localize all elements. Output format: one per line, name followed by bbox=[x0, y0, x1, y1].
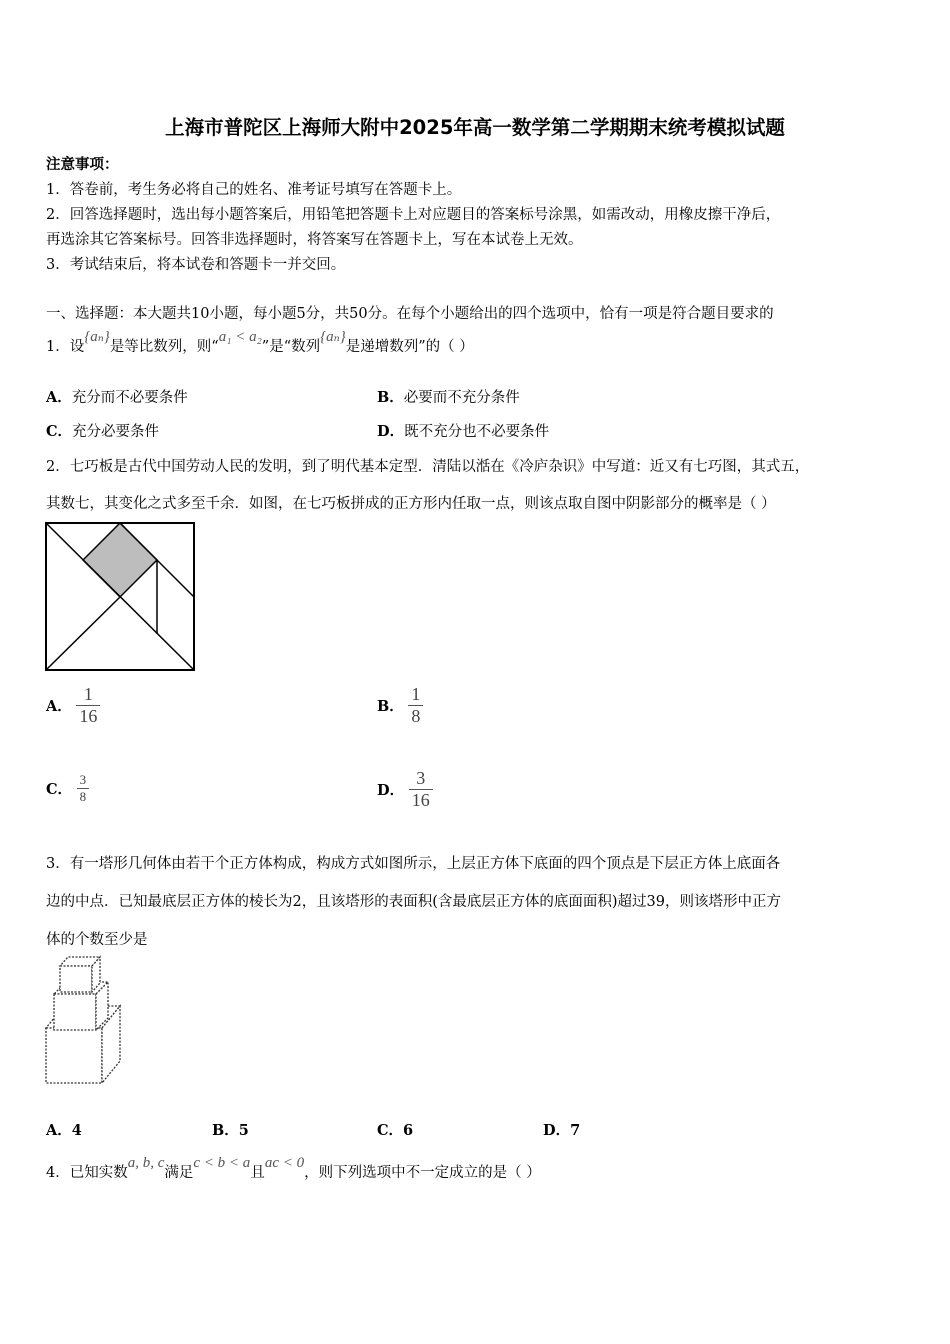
q3-option-b: B．5 bbox=[212, 1122, 249, 1139]
notes-item-2-cont: 再选涂其它答案标号。回答非选择题时，将答案写在答题卡上，写在本试卷上无效。 bbox=[46, 232, 583, 248]
q4-text-1: 满足 bbox=[164, 1165, 194, 1181]
q4-text-3: ，则下列选项中不一定成立的是（ ） bbox=[304, 1165, 541, 1181]
q3-line-3: 体的个数至少是 bbox=[46, 932, 148, 948]
q1-option-a: A．充分而不必要条件 bbox=[46, 389, 188, 406]
tangram-figure bbox=[45, 522, 195, 671]
q4-variables: a, b, c bbox=[127, 1155, 165, 1171]
q2-option-c: C． $\frac{3}{8}$ bbox=[46, 772, 89, 805]
q3-option-a: A．4 bbox=[46, 1122, 82, 1139]
q1-number: 1．设 bbox=[46, 339, 85, 355]
question-4 bbox=[46, 1156, 541, 1190]
notes-heading: 注意事项： bbox=[46, 156, 119, 173]
q3-option-d: D．7 bbox=[543, 1122, 581, 1139]
q3-line-2: 边的中点．已知最底层正方体的棱长为2，且该塔形的表面积(含最底层正方体的底面面积)超过39，则该塔形中正方 bbox=[46, 894, 781, 910]
q2-line-1: 2．七巧板是古代中国劳动人民的发明，到了明代基本定型．清陆以湉在《冷庐杂识》中写道：近又有七巧图，其式五， bbox=[46, 459, 810, 475]
q4-condition-2: ac < 0 bbox=[264, 1155, 305, 1171]
q4-number: 4．已知实数 bbox=[46, 1165, 128, 1181]
tower-figure bbox=[44, 954, 124, 1086]
question-1 bbox=[46, 330, 474, 364]
q2-option-b: B． $\frac{1}{8}$ bbox=[377, 684, 423, 727]
q1-condition: a₁ < a₂ bbox=[218, 329, 262, 345]
q2-option-d: D． $\frac{3}{16}$ bbox=[377, 768, 433, 811]
page-title: 上海市普陀区上海师大附中2025年高一数学第二学期期末统考模拟试题 bbox=[165, 116, 785, 139]
q1-sequence: {aₙ} bbox=[84, 329, 110, 345]
q1-option-b: B．必要而不充分条件 bbox=[377, 389, 520, 406]
q1-option-d: D．既不充分也不必要条件 bbox=[377, 423, 550, 440]
q1-text-2: ”是“数列 bbox=[261, 339, 321, 355]
q1-option-c: C．充分必要条件 bbox=[46, 423, 160, 440]
q1-text-1: 是等比数列，则“ bbox=[109, 339, 219, 355]
notes-item-3: 3．考试结束后，将本试卷和答题卡一并交回。 bbox=[46, 257, 346, 273]
q3-line-1: 3．有一塔形几何体由若干个正方体构成，构成方式如图所示，上层正方体下底面的四个顶点是下层正方体上底面各 bbox=[46, 856, 781, 872]
q2-option-a: A． $\frac{1}{16}$ bbox=[46, 684, 100, 727]
q2-line-2: 其数七，其变化之式多至千余．如图，在七巧板拼成的正方形内任取一点，则该点取自图中阴影部分的概率是（ ） bbox=[46, 496, 776, 512]
q4-text-2: 且 bbox=[250, 1165, 265, 1181]
section-heading: 一、选择题：本大题共10小题，每小题5分，共50分。在每个小题给出的四个选项中，恰有一项是符合题目要求的 bbox=[46, 306, 774, 322]
notes-item-1: 1．答卷前，考生务必将自己的姓名、准考证号填写在答题卡上。 bbox=[46, 182, 462, 198]
q1-sequence-2: {aₙ} bbox=[320, 329, 346, 345]
q3-option-c: C．6 bbox=[377, 1122, 414, 1139]
q1-text-3: 是递增数列”的（ ） bbox=[345, 339, 474, 355]
notes-item-2: 2．回答选择题时，选出每小题答案后，用铅笔把答题卡上对应题目的答案标号涂黑，如需改动，用橡皮擦干净后， bbox=[46, 207, 781, 223]
q4-condition-1: c < b < a bbox=[193, 1155, 251, 1171]
